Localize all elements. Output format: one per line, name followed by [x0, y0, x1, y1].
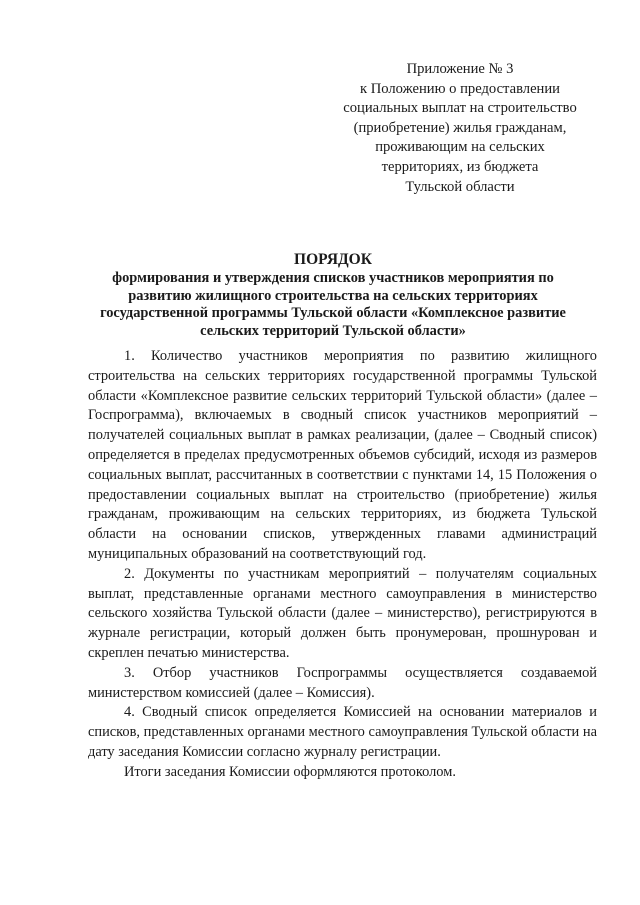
- paragraph-3: 3. Отбор участников Госпрограммы осуществляется создаваемой министерством комиссией (далее – Комиссия).: [88, 664, 597, 701]
- appendix-line: социальных выплат на строительство: [343, 100, 577, 117]
- subtitle-line: развитию жилищного строительства на сельских территориях: [128, 287, 538, 304]
- appendix-reference: [340, 60, 580, 197]
- document-subtitle: [78, 270, 588, 340]
- paragraph-2: 2. Документы по участникам мероприятий – получателям социальных выплат, представленные органами местного самоуправления в министерство сельского хозяйства Тульской области (далее – министерство), регистрируются в журнале регистрации, который должен быть пронумерован, прошнурован и скреплен печатью министерства.: [88, 565, 597, 661]
- appendix-line: Тульской области: [405, 178, 515, 195]
- document-body: [88, 347, 597, 783]
- appendix-line: к Положению о предоставлении: [360, 80, 560, 97]
- appendix-line: проживающим на сельских: [375, 139, 545, 156]
- appendix-line: территориях, из бюджета: [381, 158, 539, 175]
- document-title: ПОРЯДОК: [294, 251, 372, 268]
- paragraph-1: 1. Количество участников мероприятия по развитию жилищного строительства на сельских территориях государственной программы Тульской области «Комплексное развитие сельских территорий Тульской области» (далее – Госпрограмма), включаемых в сводный список участников мероприятий – получателей социальных выплат в рамках реализации, (далее – Сводный список) определяется в пределах предусмотренных объемов субсидий, исходя из размеров социальных выплат, рассчитанных в соответствии с пунктами 14, 15 Положения о предоставлении социальных выплат на строительство (приобретение) жилья гражданам, проживающим на сельских территориях, из бюджета Тульской области на основании списков, утвержденных главами администраций муниципальных образований на соответствующий год.: [88, 348, 597, 562]
- appendix-line: (приобретение) жилья гражданам,: [353, 119, 567, 136]
- document-heading: [78, 250, 588, 340]
- subtitle-line: сельских территорий Тульской области»: [200, 322, 466, 339]
- subtitle-line: государственной программы Тульской области «Комплексное развитие: [100, 305, 566, 321]
- paragraph-conclusion: Итоги заседания Комиссии оформляются протоколом.: [124, 763, 456, 780]
- subtitle-line: формирования и утверждения списков участников мероприятия по: [112, 270, 554, 286]
- paragraph-4: 4. Сводный список определяется Комиссией на основании материалов и списков, представленных органами местного самоуправления Тульской области на дату заседания Комиссии согласно журналу регистрации.: [88, 704, 597, 760]
- appendix-line: Приложение № 3: [406, 61, 514, 77]
